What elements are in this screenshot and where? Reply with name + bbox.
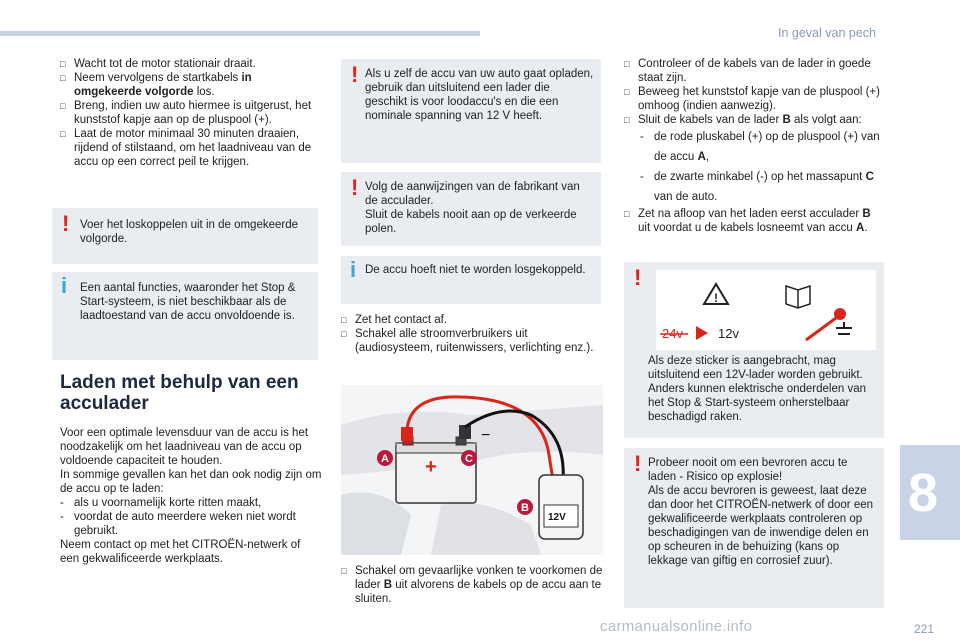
warning-box: ! Probeer nooit om een bevroren accu te laden - Risico op explosie! Als de accu bevroren is geweest, laat deze dan door het CITROËN-netwerk of door een gekwalificeerde werkplaats controleren op beschadigingen van de inwendige delen en op scheuren in de behuizing (kans op lekkage van giftig en corrosief zuur). [624, 448, 884, 608]
label-a: A [381, 453, 389, 465]
list-item: □ Wacht tot de motor stationair draait. [60, 58, 256, 70]
col3-bullet-list [624, 57, 886, 235]
charger-cable-icon [806, 318, 836, 340]
info-icon: i [350, 257, 357, 282]
charger-voltage-label: 12V [548, 512, 566, 523]
checkbox-icon: □ [60, 59, 66, 69]
info-box: i Een aantal functies, waaronder het Stop & Start-systeem, is niet beschikbaar als de laadtoestand van de accu onvoldoende is. [52, 272, 318, 360]
svg-text:!: ! [714, 291, 718, 305]
col2-bullet-list-bottom [341, 564, 603, 606]
list-item: □ Schakel alle stroomverbruikers uit (audiosysteem, ruitenwissers, verlichting enz.). [341, 328, 594, 354]
col2-bullet-list [341, 313, 601, 355]
sticker-warning-box: ! ! 24v 12v Als deze sticker is aangebracht, mag uitsluitend een 12V-lader worden gebruikt. Anders kunnen elektrische onderdelen van het Stop & Start-systeem onherstelbaar beschadigd raken. [624, 262, 884, 438]
warning-icon: ! [634, 451, 642, 476]
list-item: □ Beweeg het kunststof kapje van de pluspool (+) omhoog (indien aanwezig). [624, 86, 880, 112]
crossed-voltage: 24v [662, 326, 683, 341]
info-box: i De accu hoeft niet te worden losgekoppeld. [341, 256, 601, 304]
warning-icon: ! [351, 175, 359, 200]
list-item: □ Schakel om gevaarlijke vonken te voorkomen de lader B uit alvorens de kabels op de accu aan te sluiten. [341, 565, 603, 605]
minus-sign: − [481, 427, 491, 444]
warning-box: ! Voer het loskoppelen uit in de omgekeerde volgorde. [52, 208, 318, 264]
col1-body: Voor een optimale levensduur van de accu is het noodzakelijk om het laadniveau van de accu op voldoende capaciteit te houden. In sommige gevallen kan het dan ook nodig zijn om de accu op te laden: - als u voornamelijk korte ritten maakt, - voordat de auto meerdere weken niet wordt gebruikt. Neem contact op met het CITROËN-netwerk of een gekwalificeerde werkplaats. [60, 427, 322, 565]
info-icon: i [61, 273, 68, 298]
checkbox-icon: □ [624, 115, 630, 125]
chapter-tab [900, 445, 960, 540]
warning-icon: ! [62, 211, 70, 236]
chapter-number: 8 [908, 463, 939, 523]
sticker-image [656, 270, 876, 350]
checkbox-icon: □ [341, 329, 347, 339]
col1-bullet-list [60, 57, 322, 169]
warning-box: ! Als u zelf de accu van uw auto gaat opladen, gebruik dan uitsluitend een lader die geschikt is voor loodaccu's en die een nominale spanning van 12 V heeft. [341, 59, 601, 163]
list-item: □ Zet na afloop van het laden eerst acculader B uit voordat u de kabels losneemt van accu A. [624, 208, 871, 234]
list-item: □ Sluit de kabels van de lader B als volgt aan: [624, 114, 862, 126]
header-bar [0, 31, 480, 36]
list-item: □ Laat de motor minimaal 30 minuten draaien, rijdend of stilstaand, om het laadniveau van de accu op een correct peil te krijgen. [60, 128, 312, 168]
list-item: □ Breng, indien uw auto hiermee is uitgerust, het kunststof kapje aan op de pluspool (+). [60, 100, 312, 126]
warning-icon: ! [351, 62, 359, 87]
watermark: carmanualsonline.info [600, 618, 753, 635]
warning-icon: ! [634, 265, 642, 290]
red-clamp [401, 427, 413, 441]
section-heading: Laden met behulp van een acculader [60, 372, 299, 414]
list-item: □ Neem vervolgens de startkabels in omgekeerde volgorde los. [60, 72, 252, 98]
warning-box: ! Volg de aanwijzingen van de fabrikant van de acculader. Sluit de kabels nooit aan op de verkeerde polen. [341, 172, 601, 246]
checkbox-icon: □ [624, 209, 630, 219]
ok-voltage: 12v [718, 326, 739, 341]
section-title: In geval van pech [778, 26, 876, 40]
checkbox-icon: □ [341, 315, 347, 325]
page-number: 221 [914, 622, 935, 636]
arrow-right-icon [696, 326, 708, 340]
charger-shape [539, 475, 583, 539]
checkbox-icon: □ [60, 73, 66, 83]
checkbox-icon: □ [60, 129, 66, 139]
list-item: - de rode pluskabel (+) op de pluspool (+) van de accu A, [640, 131, 880, 163]
battery-charging-illustration [341, 385, 603, 555]
black-clamp [459, 425, 471, 439]
label-c: C [465, 453, 473, 465]
list-item: - de zwarte minkabel (-) op het massapunt C van de auto. [640, 171, 874, 203]
list-item: □ Zet het contact af. [341, 314, 448, 326]
plus-sign: + [425, 456, 437, 478]
checkbox-icon: □ [624, 87, 630, 97]
label-b: B [521, 502, 529, 514]
checkbox-icon: □ [341, 566, 347, 576]
checkbox-icon: □ [60, 101, 66, 111]
list-item: □ Controleer of de kabels van de lader in goede staat zijn. [624, 58, 871, 84]
checkbox-icon: □ [624, 59, 630, 69]
